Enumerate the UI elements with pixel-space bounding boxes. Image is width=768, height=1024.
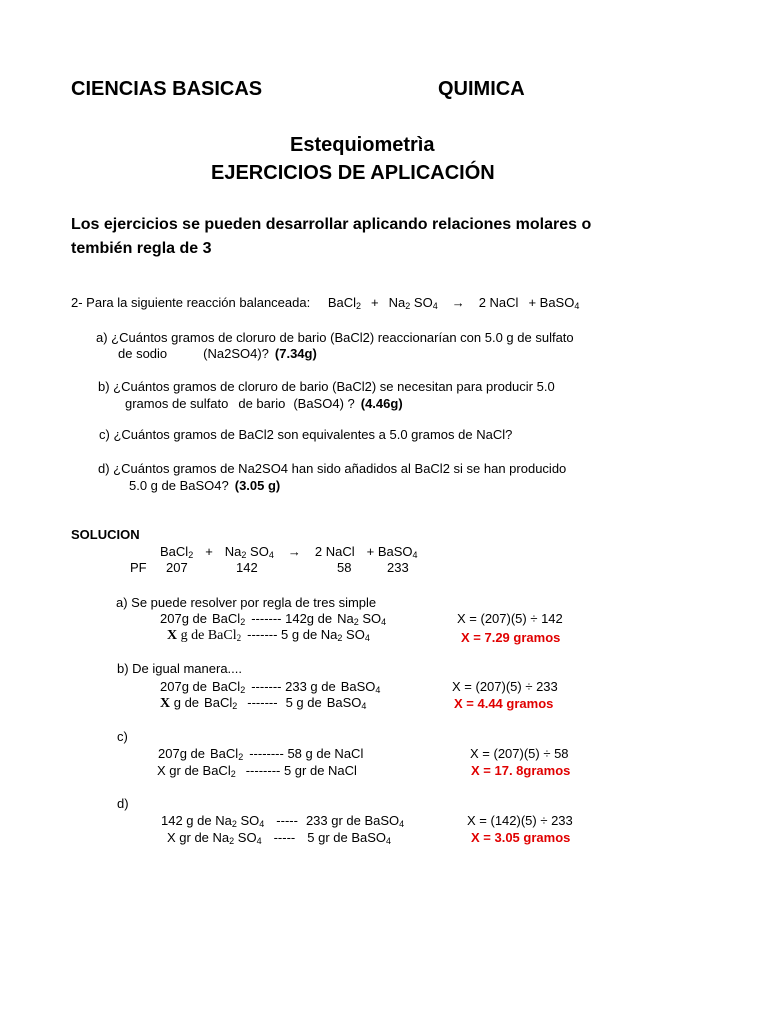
subject-heading: QUIMICA <box>438 78 525 100</box>
solution-a-row-1: 207g de BaCl$_2$ ------- 142g de $Na_2$ $SO_4$ <box>160 611 387 627</box>
intro-line-2: tembién regla de 3 <box>71 240 212 257</box>
question-d-line-2: 5.0 g de BaSO4? (3.05 g) <box>129 478 281 493</box>
solution-b-label: b) De igual manera.... <box>117 661 243 676</box>
reaction-statement: 2- Para la siguiente reacción balanceada: BaCl$_2$ + $Na_2$ $SO_4 \to 2$ NaCl + BaSO$_4$ <box>71 295 580 311</box>
solution-a-label: a) Se puede resolver por regla de tres simple <box>116 595 377 610</box>
formula-weight-label: PF <box>130 560 147 575</box>
solution-d-label: d) <box>117 796 129 811</box>
question-a-line-2: de sodio (Na2SO4)? (7.34g) <box>118 346 317 361</box>
solution-d-row-2: X gr de $Na_2$ $SO_4$ ----- 5 gr de BaSO$_4$ <box>167 830 392 846</box>
reaction-prefix: 2- Para la siguiente reacción balanceada: <box>71 295 311 310</box>
solution-a-result: X = 7.29 gramos <box>461 630 561 645</box>
solution-d-row-1: 142 g de $Na_2$ $SO_4$ ----- 233 gr de BaSO$_4$ <box>161 813 405 829</box>
pf-bacl2: 207 <box>166 560 188 575</box>
question-a-line-1: a) ¿Cuántos gramos de cloruro de bario (BaCl2) reaccionarían con 5.0 g de sulfato <box>96 330 574 345</box>
solution-d-result: X = 3.05 gramos <box>471 830 571 845</box>
question-b-line-2: gramos de sulfato de bario (BaSO4) ? (4.46g) <box>125 396 403 411</box>
question-d-line-1: d) ¿Cuántos gramos de Na2SO4 han sido añadidos al BaCl2 si se han producido <box>98 461 567 476</box>
pf-na2so4: 142 <box>236 560 258 575</box>
solution-heading: SOLUCION <box>71 527 140 542</box>
solution-c-formula: X = (207)(5) ÷ 58 <box>470 746 569 761</box>
solution-c-label: c) <box>117 729 128 744</box>
solution-b-result: X = 4.44 gramos <box>454 696 554 711</box>
solution-b-formula: X = (207)(5) ÷ 233 <box>452 679 558 694</box>
solution-c-row-1: 207g de BaCl$_2$ -------- 58 g de NaCl <box>158 746 364 762</box>
solution-b-row-1: 207g de BaCl$_2$ ------- 233 g de BaSO$_4$ <box>160 679 381 695</box>
solution-a-formula: X = (207)(5) ÷ 142 <box>457 611 563 626</box>
solution-a-row-2: X g de BaCl$_2$ ------- 5 g de $Na_2$ $SO_4$ <box>167 627 370 643</box>
solution-c-row-2: X gr de BaCl$_2$ -------- 5 gr de NaCl <box>157 763 357 779</box>
document-title: Estequiometrìa <box>290 134 435 156</box>
solution-d-formula: X = (142)(5) ÷ 233 <box>467 813 573 828</box>
answer-a: (7.34g) <box>274 346 317 361</box>
question-c-line-1: c) ¿Cuántos gramos de BaCl2 son equivalentes a 5.0 gramos de NaCl? <box>99 427 513 442</box>
intro-line-1: Los ejercicios se pueden desarrollar aplicando relaciones molares o <box>71 216 592 233</box>
solution-b-row-2: X g de BaCl$_2$ ------- 5 g de BaSO$_4$ <box>160 695 367 711</box>
document-subtitle: EJERCICIOS DE APLICACIÓN <box>211 162 495 184</box>
question-b-line-1: b) ¿Cuántos gramos de cloruro de bario (BaCl2) se necesitan para producir 5.0 <box>98 379 555 394</box>
solution-reaction: BaCl$_2$ + $Na_2$ $SO_4 \to 2$ NaCl + BaSO$_4$ <box>160 544 418 560</box>
solution-c-result: X = 17. 8gramos <box>471 763 571 778</box>
pf-nacl: 58 <box>337 560 352 575</box>
answer-b: (4.46g) <box>360 396 403 411</box>
pf-baso4: 233 <box>387 560 409 575</box>
subject-area-heading: CIENCIAS BASICAS <box>71 78 263 100</box>
answer-d: (3.05 g) <box>234 478 281 493</box>
